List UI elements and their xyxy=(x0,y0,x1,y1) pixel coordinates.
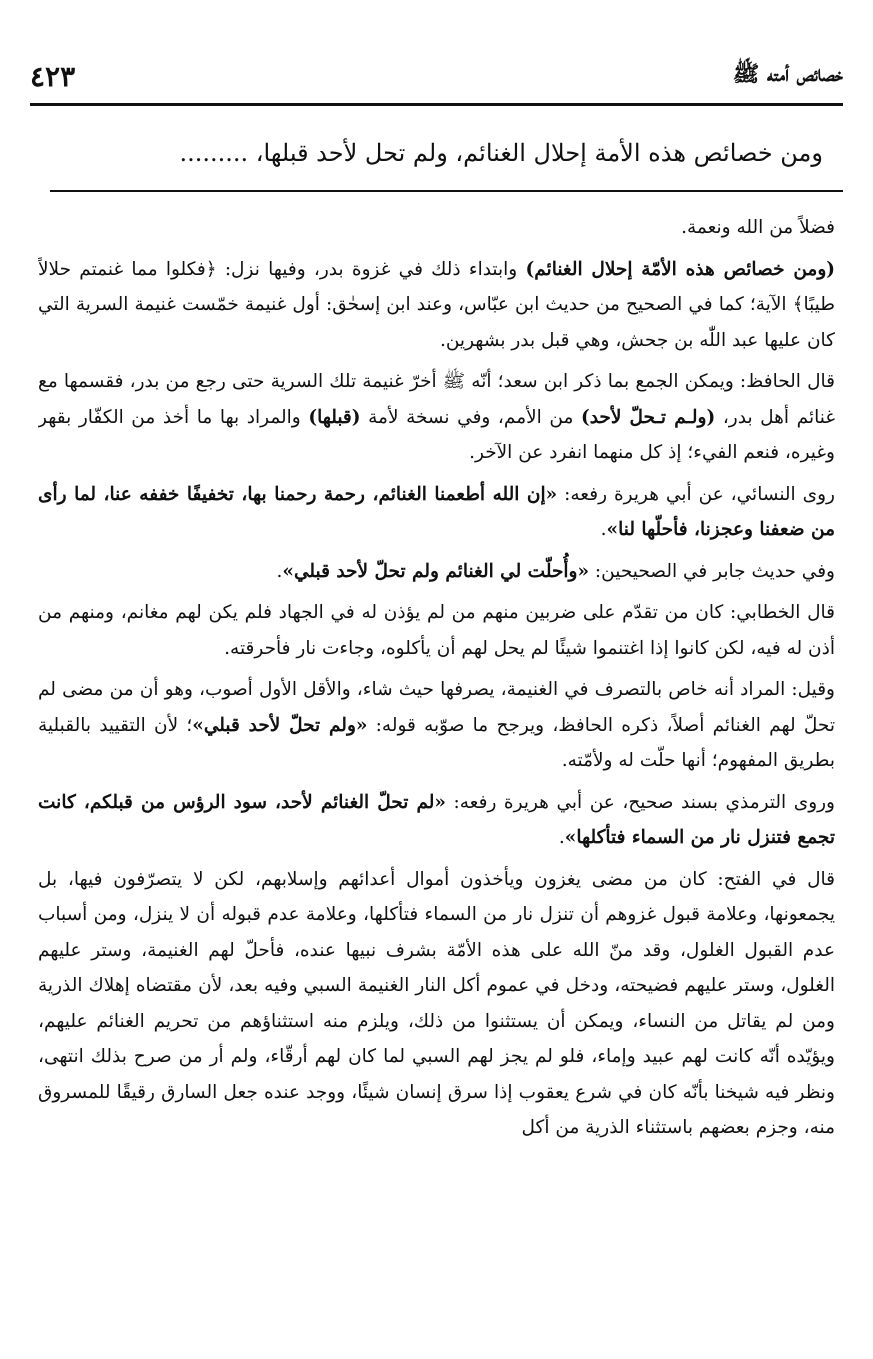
paragraph: قال الخطابي: كان من تقدّم على ضربين منهم من لم يؤذن له في الجهاد فلم يكن لهم مغانم، ومنهم من أذن له فيه، لكن كانوا إذا اغتنموا شيئًا لم يحل لهم أن يأكلوه، وجاءت نار فأحرقته. xyxy=(38,602,835,659)
commentary-body xyxy=(38,210,835,1347)
matn-separator-rule xyxy=(50,190,843,192)
paragraph: وروى الترمذي بسند صحيح، عن أبي هريرة رفعه: «لم تحلّ الغنائم لأحد، سود الرؤس من قبلكم، كانت تجمع فتنزل نار من السماء فتأكلها». xyxy=(38,791,835,848)
paragraph: قال في الفتح: كان من مضى يغزون ويأخذون أموال أعدائهم وإسلابهم، لكن لا يتصرّفون فيها، بل يجمعونها، وعلامة قبول غزوهم أن تنزل نار من السماء فتأكلها، وعلامة عدم قبوله أن لا ينزل، ومن أسباب عدم القبول الغلول، وقد منّ الله على هذه الأمّة بشرف نبيها عنده، فأحلّ لهم الغنيمة، وستر عليهم الغلول، وستر عليهم فضيحته، ودخل في عموم أكل النار الغنيمة السبي وفيه بعد، لأن مقتضاه إهلاك الذرية ومن لم يقاتل من النساء، ويمكن أن يستثنوا من ذلك، ويلزم منه استثناؤهم من تحريم الغنائم عليهم، ويؤيّده أنّه كانت لهم عبيد وإماء، فلو لم يجز لهم السبي لما كان لهم أرقّاء، ولم أر من صرح بذلك انتهى، ونظر فيه شيخنا بأنّه كان في شرع يعقوب إذا سرق إنسان شيئًا، ووجد عنده جعل السارق رقيقًا للمسروق منه، وجزم بعضهم باستثناء الذرية من أكل xyxy=(38,868,835,1138)
paragraph: وقيل: المراد أنه خاص بالتصرف في الغنيمة، يصرفها حيث شاء، والأقل الأول أصوب، وهو أن من مضى لم تحلّ لهم الغنائم أصلاً، ذكره الحافظ، ويرجح ما صوّبه قوله: «ولم تحلّ لأحد قبلي»؛ لأن التقييد بالقبلية بطريق المفهوم؛ أنها حلّت له ولأمّته. xyxy=(38,679,835,771)
paragraph: روى النسائي، عن أبي هريرة رفعه: «إن الله أطعمنا الغنائم، رحمة رحمنا بها، تخفيفًا خففه عنا، لما رأى من ضعفنا وعجزنا، فأحلّها لنا». xyxy=(38,483,835,540)
header-rule xyxy=(30,103,843,106)
paragraph: فضلاً من الله ونعمة. xyxy=(681,217,835,238)
page-number: ٤٢٣ xyxy=(30,59,76,93)
paragraph: (ومن خصائص هذه الأمّة إحلال الغنائم) وابتداء ذلك في غزوة بدر، وفيها نزل: ﴿فكلوا مما غنمتم حلالاً طيبًا﴾ الآية؛ كما في الصحيح من حديث ابن عبّاس، وعند ابن إسحٰق: أول غنيمة خمّست غنيمة السرية التي كان عليها عبد اللّٰه بن جحش، وهي قبل بدر بشهرين. xyxy=(38,258,835,351)
paragraph: قال الحافظ: ويمكن الجمع بما ذكر ابن سعد؛ أنّه ﷺ أخرّ غنيمة تلك السرية حتى رجع من بدر، فقسمها مع غنائم أهل بدر، (ولـم تـحلّ لأحد) من الأمم، وفي نسخة لأمة (قبلها) والمراد بها ما أخذ من الكفّار بقهر وغيره، فنعم الفيء؛ إذ كل منهما انفرد عن الآخر. xyxy=(38,371,835,463)
running-title: خصائص أمته ﷺ xyxy=(732,61,843,87)
matn-text: ومن خصائص هذه الأمة إحلال الغنائم، ولم تحل لأحد قبلها، ......... xyxy=(179,139,823,167)
paragraph: وفي حديث جابر في الصحيحين: «وأُحلّت لي الغنائم ولم تحلّ لأحد قبلي». xyxy=(276,560,835,582)
page-header xyxy=(30,50,843,102)
